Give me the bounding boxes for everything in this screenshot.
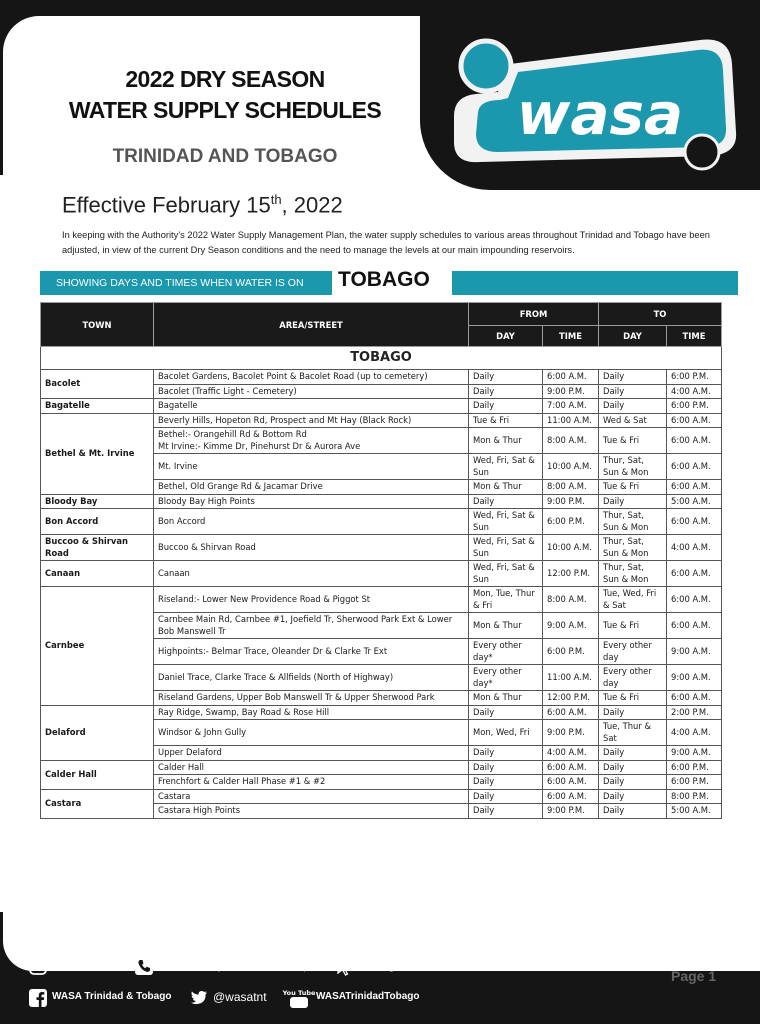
phone-icon [135,957,153,975]
page-subtitle: TRINIDAD AND TOBAGO [112,146,338,167]
facebook-page[interactable]: WASA Trinidad & Tobago [52,991,172,1002]
to-time-cell: 6:00 A.M. [667,561,722,587]
youtube-channel[interactable]: WASATrinidadTobago [316,991,420,1002]
town-cell: Bethel & Mt. Irvine [41,413,154,494]
to-day-cell: Every other day [599,665,667,691]
col-header-to: TO [599,303,722,326]
table-row [41,587,722,613]
from-day-cell: Daily [469,399,543,414]
from-day-cell: Daily [469,494,543,509]
to-time-cell: 2:00 P.M. [667,705,722,720]
area-cell: Carnbee Main Rd, Carnbee #1, Joefield Tr, Sherwood Park Ext & Lower Bob Manswell Tr [154,613,469,639]
to-time-cell: 4:00 A.M. [667,535,722,561]
from-time-cell: 6:00 A.M. [543,775,599,790]
table-row [41,760,722,775]
website-link[interactable]: wasa.gov.tt [357,958,417,972]
from-time-cell: 12:00 P.M. [543,691,599,706]
from-time-cell: 12:00 P.M. [543,561,599,587]
from-day-cell: Daily [469,746,543,761]
page-number: Page 1 [671,968,717,984]
area-cell: Calder Hall [154,760,469,775]
from-time-cell: 6:00 P.M. [543,509,599,535]
from-time-cell: 10:00 A.M. [543,535,599,561]
table-row [41,509,722,535]
to-time-cell: 9:00 A.M. [667,639,722,665]
town-cell: Buccoo & Shirvan Road [41,535,154,561]
to-day-cell: Thur, Sat, Sun & Mon [599,561,667,587]
from-time-cell: 6:00 A.M. [543,705,599,720]
col-header-to-day: DAY [599,326,667,347]
to-time-cell: 6:00 A.M. [667,454,722,480]
to-day-cell: Daily [599,494,667,509]
col-header-from: FROM [469,303,599,326]
to-time-cell: 4:00 A.M. [667,384,722,399]
from-time-cell: 9:00 P.M. [543,804,599,819]
to-day-cell: Daily [599,370,667,385]
from-time-cell: 8:00 A.M. [543,587,599,613]
to-time-cell: 6:00 A.M. [667,509,722,535]
wasa-logo-text: wasa [516,80,684,148]
to-day-cell: Thur, Sat, Sun & Mon [599,454,667,480]
from-time-cell: 10:00 A.M. [543,454,599,480]
from-time-cell: 11:00 A.M. [543,413,599,428]
town-cell: Bloody Bay [41,494,154,509]
area-cell: Windsor & John Gully [154,720,469,746]
from-time-cell: 4:00 A.M. [543,746,599,761]
from-day-cell: Daily [469,775,543,790]
town-cell: Calder Hall [41,760,154,789]
from-day-cell: Every other day* [469,665,543,691]
to-time-cell: 5:00 A.M. [667,494,722,509]
table-row [41,789,722,804]
from-day-cell: Daily [469,705,543,720]
table-row [41,370,722,385]
from-time-cell: 8:00 A.M. [543,428,599,454]
from-time-cell: 8:00 A.M. [543,480,599,495]
from-day-cell: Mon & Thur [469,691,543,706]
area-cell: Bethel:- Orangehill Rd & Bottom Rd Mt Irvine:- Kimme Dr, Pinehurst Dr & Aurora Ave [154,428,469,454]
to-time-cell: 6:00 A.M. [667,428,722,454]
to-day-cell: Every other day [599,639,667,665]
from-time-cell: 9:00 P.M. [543,720,599,746]
to-day-cell: Daily [599,384,667,399]
town-cell: Bagatelle [41,399,154,414]
area-cell: Riseland:- Lower New Providence Road & Piggot St [154,587,469,613]
to-time-cell: 6:00 A.M. [667,480,722,495]
from-time-cell: 11:00 A.M. [543,665,599,691]
cursor-icon [335,957,353,975]
to-day-cell: Thur, Sat, Sun & Mon [599,509,667,535]
area-cell: Castara [154,789,469,804]
area-cell: Castara High Points [154,804,469,819]
to-day-cell: Tue, Wed, Fri & Sat [599,587,667,613]
to-day-cell: Tue, Thur & Sat [599,720,667,746]
to-time-cell: 6:00 A.M. [667,413,722,428]
from-day-cell: Wed, Fri, Sat & Sun [469,535,543,561]
to-day-cell: Daily [599,399,667,414]
area-cell: Bethel, Old Grange Rd & Jacamar Drive [154,480,469,495]
area-cell: Mt. Irvine [154,454,469,480]
table-row [41,494,722,509]
to-time-cell: 6:00 P.M. [667,370,722,385]
to-time-cell: 6:00 A.M. [667,613,722,639]
page-title-line1: 2022 DRY SEASON [125,66,325,92]
to-day-cell: Tue & Fri [599,480,667,495]
to-time-cell: 5:00 A.M. [667,804,722,819]
from-time-cell: 9:00 A.M. [543,613,599,639]
table-row [41,413,722,428]
area-cell: Bacolet (Traffic Light - Cemetery) [154,384,469,399]
area-cell: Riseland Gardens, Upper Bob Manswell Tr & Upper Sherwood Park [154,691,469,706]
effective-date: Effective February 15th, 2022 [62,192,343,218]
from-time-cell: 7:00 A.M. [543,399,599,414]
to-day-cell: Daily [599,746,667,761]
area-cell: Frenchfort & Calder Hall Phase #1 & #2 [154,775,469,790]
wasa-logo [440,34,740,172]
to-time-cell: 6:00 A.M. [667,691,722,706]
instagram-handle[interactable]: @wasatnt [52,958,106,972]
to-day-cell: Daily [599,705,667,720]
from-day-cell: Mon, Tue, Thur & Fri [469,587,543,613]
facebook-icon[interactable] [29,989,47,1007]
area-cell: Bacolet Gardens, Bacolet Point & Bacolet Road (up to cemetery) [154,370,469,385]
youtube-icon[interactable] [282,987,316,1009]
table-row [41,535,722,561]
area-cell: Bon Accord [154,509,469,535]
col-header-to-time: TIME [667,326,722,347]
to-day-cell: Tue & Fri [599,428,667,454]
area-cell: Daniel Trace, Clarke Trace & Allfields (North of Highway) [154,665,469,691]
from-day-cell: Daily [469,384,543,399]
from-day-cell: Wed, Fri, Sat & Sun [469,509,543,535]
youtube-icon-text: You Tube [282,989,316,997]
to-time-cell: 9:00 A.M. [667,746,722,761]
band-title: TOBAGO [338,268,430,291]
twitter-icon[interactable] [190,989,208,1007]
from-day-cell: Daily [469,370,543,385]
col-header-from-day: DAY [469,326,543,347]
town-cell: Canaan [41,561,154,587]
to-time-cell: 4:00 A.M. [667,720,722,746]
from-time-cell: 6:00 P.M. [543,639,599,665]
table-row [41,399,722,414]
to-day-cell: Daily [599,804,667,819]
twitter-handle[interactable]: @wasatnt [213,990,267,1004]
from-day-cell: Daily [469,760,543,775]
intro-paragraph: In keeping with the Authority’s 2022 Water Supply Management Plan, the water supply schedules to various areas throughout Trinidad and Tobago have been adjusted, in view of the current Dry Season conditions and the need to manage the levels at our main impounding reservoirs. [62,230,710,255]
from-day-cell: Mon, Wed, Fri [469,720,543,746]
schedule-table [40,302,722,819]
area-cell: Ray Ridge, Swamp, Bay Road & Rose Hill [154,705,469,720]
to-time-cell: 6:00 P.M. [667,775,722,790]
from-time-cell: 9:00 P.M. [543,384,599,399]
col-header-from-time: TIME [543,326,599,347]
to-day-cell: Tue & Fri [599,691,667,706]
table-row [41,561,722,587]
to-day-cell: Daily [599,789,667,804]
area-cell: Canaan [154,561,469,587]
from-time-cell: 6:00 A.M. [543,370,599,385]
area-cell: Bagatelle [154,399,469,414]
schedule-body [41,347,722,819]
to-time-cell: 6:00 P.M. [667,399,722,414]
to-day-cell: Daily [599,760,667,775]
area-cell: Beverly Hills, Hopeton Rd, Prospect and Mt Hay (Black Rock) [154,413,469,428]
region-heading: TOBAGO [41,347,722,370]
town-cell: Delaford [41,705,154,760]
col-header-town: TOWN [41,303,154,347]
from-time-cell: 6:00 A.M. [543,789,599,804]
col-header-area: AREA/STREET [154,303,469,347]
to-time-cell: 9:00 A.M. [667,665,722,691]
to-time-cell: 6:00 A.M. [667,587,722,613]
from-day-cell: Mon & Thur [469,613,543,639]
town-cell: Castara [41,789,154,818]
from-day-cell: Mon & Thur [469,428,543,454]
town-cell: Bacolet [41,370,154,399]
to-time-cell: 6:00 P.M. [667,760,722,775]
town-cell: Bon Accord [41,509,154,535]
band-caption: SHOWING DAYS AND TIMES WHEN WATER IS ON [40,271,332,295]
to-day-cell: Daily [599,775,667,790]
area-cell: Highpoints:- Belmar Trace, Oleander Dr & Clarke Tr Ext [154,639,469,665]
from-day-cell: Daily [469,789,543,804]
from-day-cell: Wed, Fri, Sat & Sun [469,561,543,587]
instagram-icon[interactable] [29,957,47,975]
from-time-cell: 9:00 P.M. [543,494,599,509]
phone-number[interactable]: 800-4H2O (800-4420/ 4426) [157,958,308,972]
band-bar [452,271,738,295]
area-cell: Buccoo & Shirvan Road [154,535,469,561]
to-day-cell: Thur, Sat, Sun & Mon [599,535,667,561]
from-time-cell: 6:00 A.M. [543,760,599,775]
table-row [41,705,722,720]
to-day-cell: Wed & Sat [599,413,667,428]
from-day-cell: Mon & Thur [469,480,543,495]
from-day-cell: Wed, Fri, Sat & Sun [469,454,543,480]
to-time-cell: 8:00 P.M. [667,789,722,804]
town-cell: Carnbee [41,587,154,706]
area-cell: Upper Delaford [154,746,469,761]
from-day-cell: Every other day* [469,639,543,665]
area-cell: Bloody Bay High Points [154,494,469,509]
to-day-cell: Tue & Fri [599,613,667,639]
page-title-line2: WATER SUPPLY SCHEDULES [68,97,382,123]
from-day-cell: Daily [469,804,543,819]
from-day-cell: Tue & Fri [469,413,543,428]
